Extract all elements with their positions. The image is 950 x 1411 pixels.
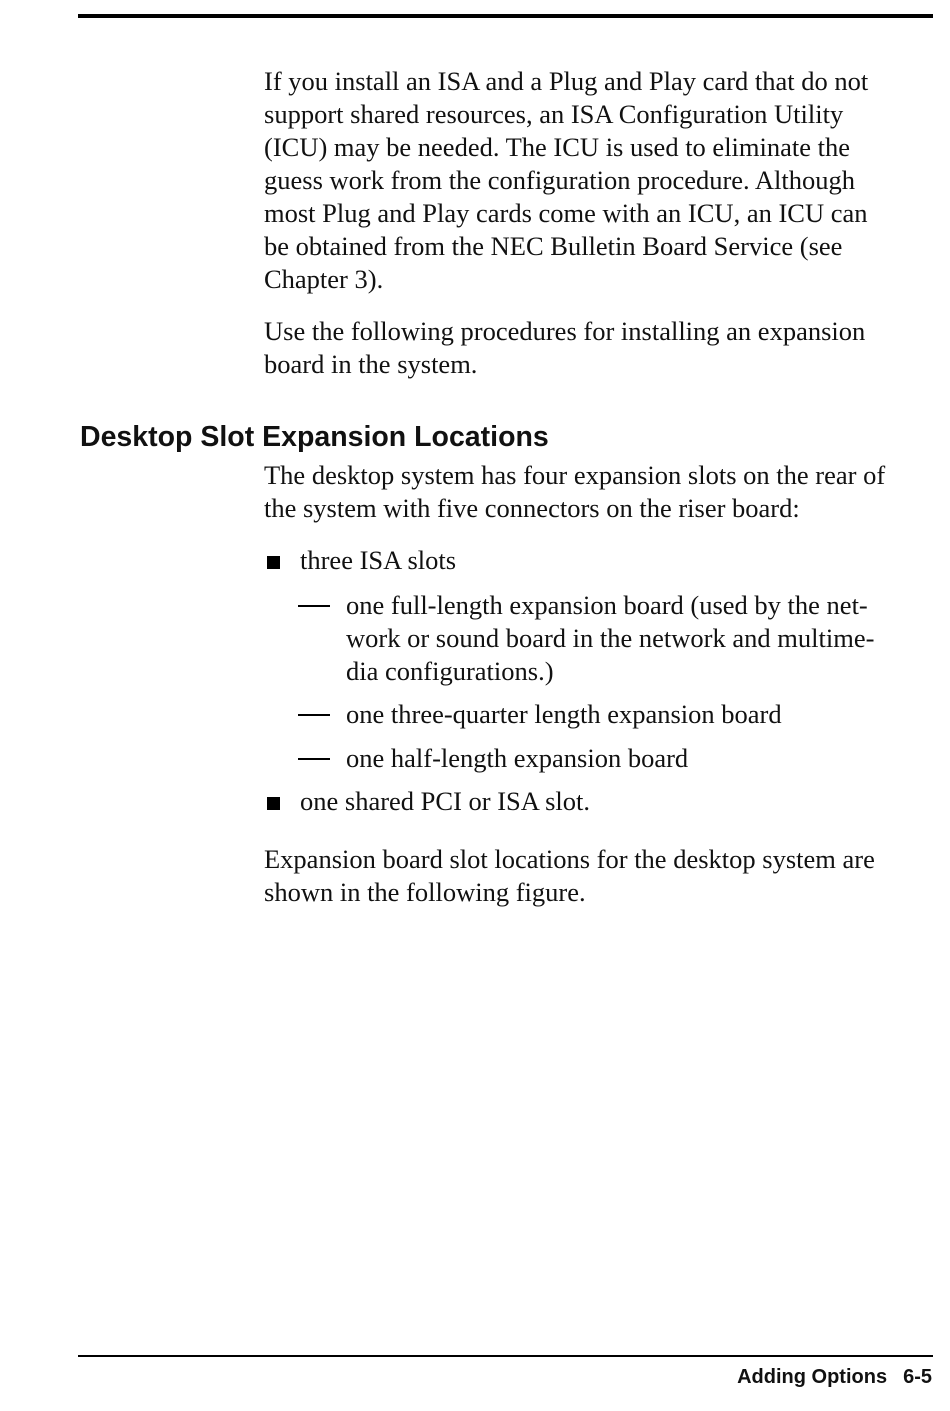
text-line: Chapter 3). — [264, 264, 384, 294]
page-footer — [737, 1364, 932, 1390]
text-line: shown in the following figure. — [264, 877, 586, 907]
text-line: support shared resources, an ISA Configuration Utility — [264, 99, 844, 129]
text-line: work or sound board in the network and multime- — [346, 623, 875, 653]
list-item-text: one shared PCI or ISA slot. — [300, 786, 591, 816]
text-line: guess work from the configuration procedure. Although — [264, 165, 855, 195]
header-rule — [78, 14, 933, 18]
text-line: dia configurations.) — [346, 656, 554, 686]
closing-paragraph — [264, 843, 924, 909]
section-heading: Desktop Slot Expansion Locations — [80, 421, 549, 453]
procedure-paragraph — [264, 315, 924, 381]
dash-bullet-icon — [298, 714, 330, 716]
sub-list-item-text — [346, 589, 926, 688]
text-line: Expansion board slot locations for the desktop system are — [264, 844, 875, 874]
text-line: the system with five connectors on the riser board: — [264, 493, 800, 523]
text-line: board in the system. — [264, 349, 478, 379]
list-item-text: three ISA slots — [300, 545, 457, 575]
page-number: 6-5 — [903, 1366, 932, 1388]
text-line: The desktop system has four expansion slots on the rear of — [264, 460, 886, 490]
dash-bullet-icon — [298, 758, 330, 760]
section-intro-paragraph — [264, 459, 939, 525]
sub-list-item-text: one three-quarter length expansion board — [346, 699, 782, 729]
text-line: be obtained from the NEC Bulletin Board Service (see — [264, 231, 843, 261]
footer-chapter-title: Adding Options — [737, 1366, 888, 1388]
footer-rule — [78, 1355, 933, 1357]
intro-paragraph — [264, 65, 924, 296]
text-line: If you install an ISA and a Plug and Play card that do not — [264, 66, 869, 96]
dash-bullet-icon — [298, 605, 330, 607]
text-line: most Plug and Play cards come with an ICU, an ICU can — [264, 198, 868, 228]
square-bullet-icon — [267, 556, 280, 569]
text-line: Use the following procedures for installing an expansion — [264, 316, 866, 346]
square-bullet-icon — [267, 797, 280, 810]
text-line: (ICU) may be needed. The ICU is used to eliminate the — [264, 132, 851, 162]
sub-list-item-text: one half-length expansion board — [346, 743, 689, 773]
text-line: one full-length expansion board (used by the net- — [346, 590, 868, 620]
